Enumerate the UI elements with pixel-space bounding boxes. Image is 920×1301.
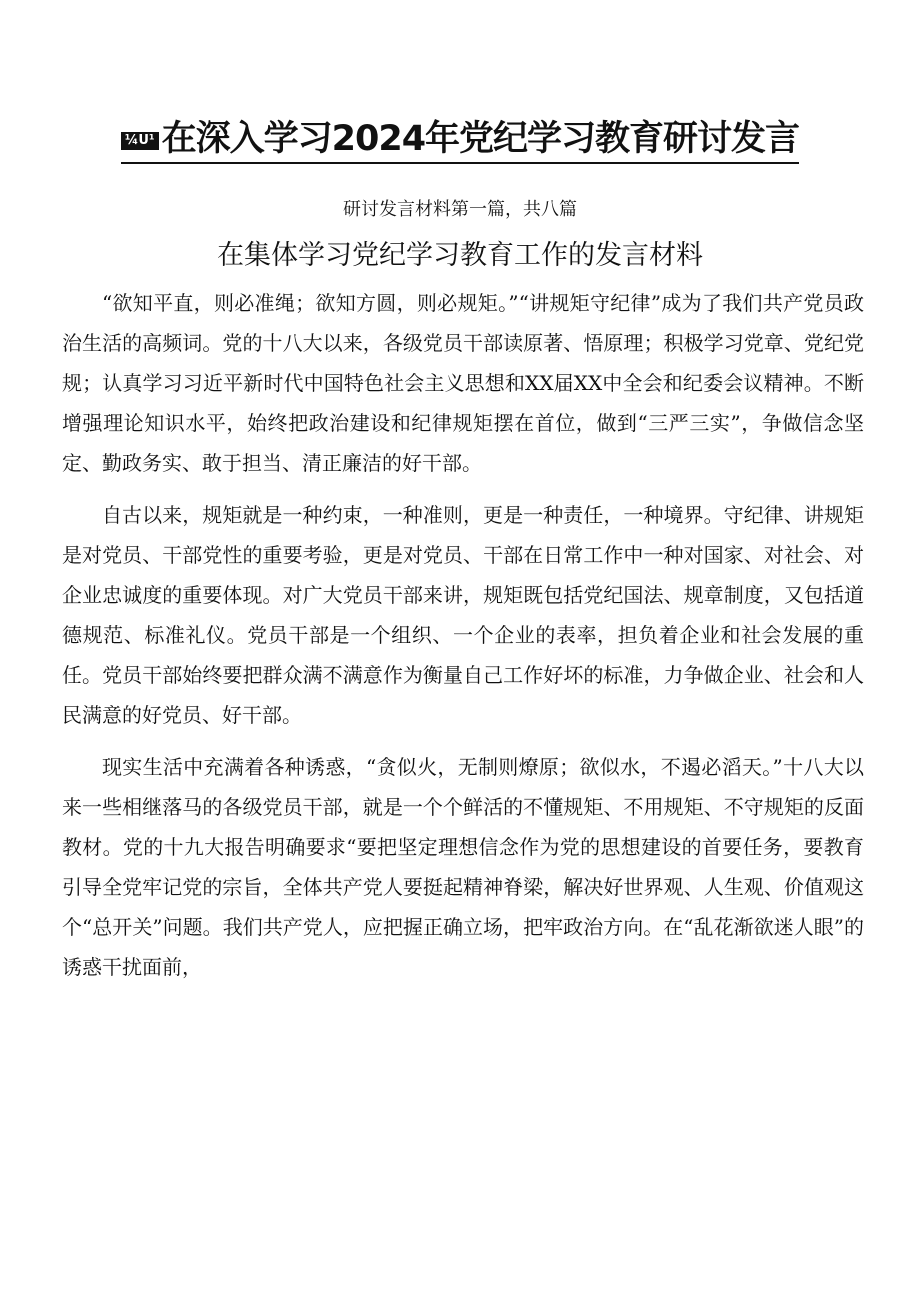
document-title-underlined <box>121 116 799 164</box>
section-title: 在集体学习党纪学习教育工作的发言材料 <box>217 240 703 271</box>
document-body <box>62 283 864 999</box>
document-subtitle: 研讨发言材料第一篇，共八篇 <box>343 199 577 220</box>
body-paragraph-1: “欲知平直，则必准绳；欲知方圆，则必规矩。”“讲规矩守纪律”成为了我们共产党员政治生活的高频词。党的十八大以来，各级党员干部读原著、悟原理；积极学习党章、党纪党规；认真学习习近平新时代中国特色社会主义思想和XX届XX中全会和纪委会议精神。不断增强理论知识水平，始终把政治建设和纪律规矩摆在首位，做到“三严三实”，争做信念坚定、勤政务实、敢于担当、清正廉洁的好干部。 <box>62 291 864 475</box>
document-title <box>0 112 920 166</box>
title-prefix-badge: ¼U¹ <box>121 132 159 150</box>
body-paragraph-2: 自古以来，规矩就是一种约束，一种准则，更是一种责任，一种境界。守纪律、讲规矩是对党员、干部党性的重要考验，更是对党员、干部在日常工作中一种对国家、对社会、对企业忠诚度的重要体现。对广大党员干部来讲，规矩既包括党纪国法、规章制度，又包括道德规范、标准礼仪。党员干部是一个组织、一个企业的表率，担负着企业和社会发展的重任。党员干部始终要把群众满不满意作为衡量自己工作好坏的标准，力争做企业、社会和人民满意的好党员、好干部。 <box>62 503 864 727</box>
body-paragraph-3: 现实生活中充满着各种诱惑，“贪似火，无制则燎原；欲似水，不遏必滔天。”十八大以来一些相继落马的各级党员干部，就是一个个鲜活的不懂规矩、不用规矩、不守规矩的反面教材。党的十九大报告明确要求“要把坚定理想信念作为党的思想建设的首要任务，要教育引导全党牢记党的宗旨，全体共产党人要挺起精神脊梁，解决好世界观、人生观、价值观这个“总开关”问题。我们共产党人，应把握正确立场，把牢政治方向。在“乱花渐欲迷人眼”的诱惑干扰面前， <box>62 755 864 979</box>
document-title-text: 在深入学习2024年党纪学习教育研讨发言 <box>161 119 800 159</box>
